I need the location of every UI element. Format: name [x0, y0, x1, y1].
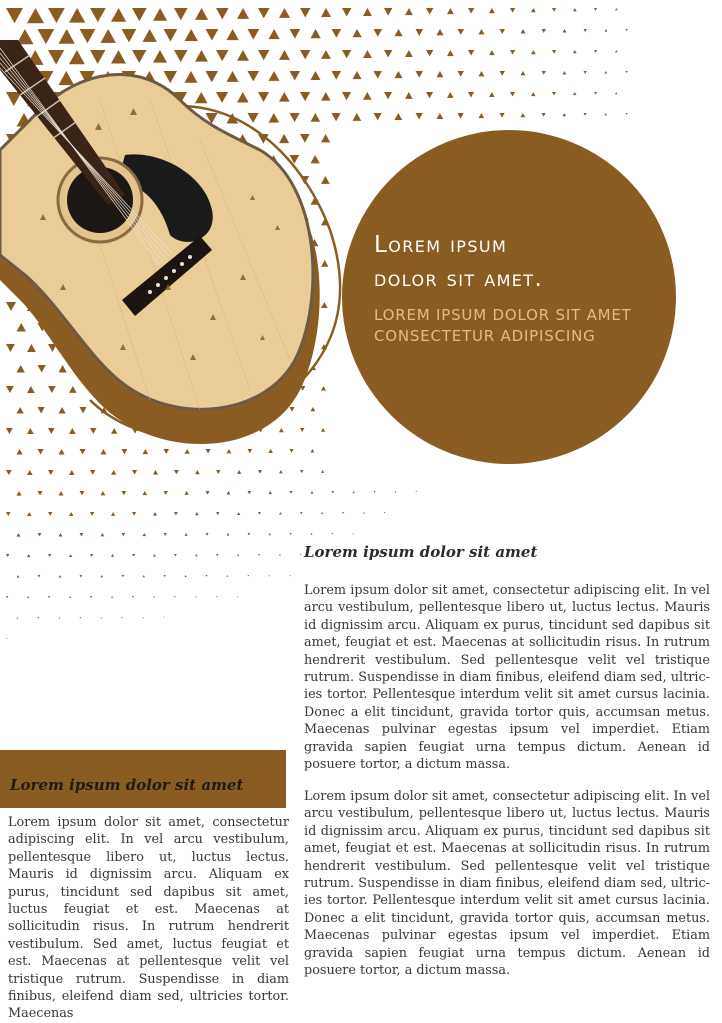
pattern-triangle	[237, 554, 239, 556]
pattern-triangle	[216, 596, 217, 597]
pattern-triangle	[489, 50, 495, 55]
pattern-triangle	[416, 29, 424, 36]
pattern-triangle	[584, 71, 587, 74]
right-column-heading: Lorem ipsum dolor sit amet	[304, 543, 538, 561]
pattern-triangle	[69, 554, 72, 557]
pattern-triangle	[122, 575, 125, 577]
pattern-triangle	[122, 491, 127, 495]
pattern-triangle	[542, 113, 546, 117]
pattern-triangle	[269, 575, 270, 576]
pattern-triangle	[552, 92, 556, 96]
pattern-triangle	[279, 470, 283, 473]
pattern-triangle	[626, 29, 628, 31]
pattern-triangle	[164, 533, 167, 536]
pattern-triangle	[521, 29, 526, 33]
pattern-triangle	[6, 512, 11, 516]
pattern-triangle	[321, 470, 324, 473]
pattern-triangle	[521, 113, 526, 117]
pattern-triangle	[59, 617, 61, 619]
pattern-triangle	[500, 29, 506, 34]
pattern-triangle	[80, 533, 84, 536]
pattern-triangle	[153, 512, 157, 516]
pattern-triangle	[69, 596, 71, 598]
pattern-triangle	[17, 617, 19, 619]
pattern-triangle	[101, 533, 105, 536]
pattern-triangle	[153, 554, 156, 557]
pattern-triangle	[27, 554, 30, 557]
pattern-triangle	[353, 491, 355, 493]
pattern-triangle	[6, 554, 9, 557]
pattern-triangle	[216, 470, 221, 474]
pattern-triangle	[195, 512, 199, 515]
pattern-triangle	[90, 596, 92, 598]
pattern-triangle	[153, 470, 158, 475]
pattern-triangle	[248, 491, 252, 494]
pattern-triangle	[237, 512, 240, 515]
pattern-triangle	[531, 50, 536, 54]
pattern-triangle	[353, 533, 354, 534]
pattern-triangle	[258, 512, 261, 515]
pattern-triangle	[437, 113, 444, 119]
pattern-triangle	[321, 512, 323, 514]
pattern-triangle	[111, 470, 116, 475]
pattern-triangle	[479, 113, 485, 118]
pattern-triangle	[132, 554, 135, 557]
pattern-triangle	[416, 491, 417, 492]
pattern-triangle	[132, 512, 136, 516]
pattern-triangle	[384, 8, 392, 16]
left-column-paragraph: Lorem ipsum dolor sit amet, consectetur adipiscing elit. In vel arcu vestibulum, pellentesque libero ut, luctus lectus. Mauris id dignissim arcu. Aliquam ex purus, tincidunt sed dapibus sit amet, luctus feugiat et est. Maecenas at sollicitudin risus. In rutrum hendrerit vestibulum. Sed amet, luctus feugiat et est. Maecenas at pellentesque velit vel tristique rutrum. Suspendisse in diam finibus, eleifend diam sed, ultricies tortor. Maecenas	[8, 815, 289, 1022]
pattern-triangle	[69, 470, 75, 475]
pattern-triangle	[552, 8, 556, 12]
pattern-triangle	[594, 50, 597, 53]
pattern-triangle	[17, 491, 22, 496]
pattern-triangle	[153, 596, 155, 598]
pattern-triangle	[573, 50, 577, 53]
pattern-triangle	[605, 71, 608, 74]
pattern-triangle	[111, 596, 113, 598]
pattern-triangle	[468, 50, 474, 56]
pattern-triangle	[27, 596, 29, 598]
pattern-triangle	[542, 29, 546, 33]
pattern-triangle	[563, 29, 567, 33]
pattern-triangle	[290, 491, 293, 494]
pattern-triangle	[447, 8, 454, 14]
pattern-triangle	[405, 50, 413, 57]
pattern-triangle	[342, 512, 344, 514]
pattern-triangle	[458, 71, 464, 77]
pattern-triangle	[426, 50, 433, 57]
pattern-triangle	[90, 512, 94, 516]
pattern-triangle	[174, 554, 177, 557]
pattern-triangle	[279, 512, 282, 515]
pattern-triangle	[101, 491, 106, 495]
pattern-triangle	[479, 29, 485, 34]
pattern-triangle	[143, 533, 147, 536]
pattern-triangle	[143, 575, 145, 577]
pattern-triangle	[80, 491, 85, 495]
pattern-triangle	[500, 71, 505, 76]
pattern-triangle	[437, 71, 444, 77]
hero-subtitle: LOREM IPSUM DOLOR SIT AMET CONSECTETUR ADIPISCING	[374, 306, 632, 345]
pattern-triangle	[185, 575, 187, 577]
pattern-triangle	[416, 113, 423, 119]
pattern-triangle	[6, 470, 12, 475]
pattern-triangle	[447, 92, 454, 98]
pattern-triangle	[500, 113, 505, 118]
pattern-triangle	[332, 491, 335, 493]
pattern-triangle	[59, 533, 63, 537]
pattern-triangle	[584, 29, 587, 32]
pattern-triangle	[405, 8, 413, 15]
pattern-triangle	[479, 71, 485, 76]
pattern-triangle	[174, 470, 179, 474]
pattern-triangle	[38, 575, 41, 578]
pattern-triangle	[384, 92, 392, 99]
pattern-triangle	[531, 92, 536, 96]
pattern-triangle	[90, 470, 95, 475]
pattern-triangle	[59, 575, 62, 578]
pattern-triangle	[80, 617, 82, 618]
pattern-triangle	[447, 50, 454, 56]
pattern-triangle	[395, 113, 403, 120]
pattern-triangle	[489, 8, 495, 13]
pattern-triangle	[132, 470, 137, 475]
pattern-triangle	[227, 533, 230, 536]
pattern-triangle	[143, 491, 148, 495]
pattern-triangle	[111, 554, 114, 557]
pattern-triangle	[458, 29, 465, 35]
pattern-triangle	[300, 470, 304, 473]
pattern-triangle	[206, 491, 210, 495]
pattern-triangle	[38, 491, 43, 496]
pattern-triangle	[437, 29, 444, 35]
pattern-triangle	[48, 512, 52, 516]
pattern-triangle	[563, 71, 567, 74]
pattern-triangle	[216, 554, 218, 556]
pattern-triangle	[174, 512, 178, 515]
pattern-triangle	[300, 512, 303, 514]
pattern-triangle	[258, 470, 262, 474]
pattern-triangle	[489, 92, 495, 97]
pattern-triangle	[405, 92, 413, 99]
pattern-triangle	[206, 575, 208, 577]
pattern-triangle	[311, 491, 314, 494]
pattern-triangle	[6, 596, 8, 598]
pattern-triangle	[510, 50, 515, 55]
pattern-triangle	[426, 8, 433, 15]
pattern-triangle	[164, 491, 168, 495]
pattern-triangle	[195, 596, 197, 597]
left-column-heading: Lorem ipsum dolor sit amet	[10, 776, 244, 794]
pattern-triangle	[458, 113, 464, 119]
pattern-triangle	[605, 29, 608, 32]
pattern-triangle	[384, 50, 392, 57]
pattern-triangle	[615, 8, 618, 10]
pattern-triangle	[195, 470, 200, 474]
pattern-triangle	[90, 554, 93, 557]
pattern-triangle	[300, 554, 302, 555]
pattern-triangle	[605, 113, 608, 115]
pattern-triangle	[395, 491, 397, 493]
pattern-triangle	[185, 533, 188, 536]
pattern-triangle	[468, 8, 474, 14]
pattern-triangle	[237, 470, 241, 474]
pattern-triangle	[48, 470, 54, 475]
hero-title: Lorem ipsum dolor sit amet.	[374, 232, 544, 292]
pattern-triangle	[237, 596, 238, 597]
pattern-triangle	[594, 8, 597, 11]
pattern-triangle	[311, 533, 313, 535]
pattern-triangle	[27, 512, 32, 516]
guitar-illustration	[0, 0, 380, 470]
pattern-triangle	[38, 533, 42, 537]
pattern-triangle	[101, 575, 104, 577]
pattern-triangle	[17, 533, 21, 537]
pattern-triangle	[615, 50, 618, 52]
pattern-triangle	[290, 533, 292, 535]
pattern-triangle	[510, 8, 515, 13]
pattern-triangle	[626, 113, 628, 115]
right-column-paragraph-1: Lorem ipsum dolor sit amet, consectetur adipiscing elit. In vel arcu vestibulum, pellentesque libero ut, luctus lectus. Mauris id dignissim arcu. Aliquam ex purus, tincidunt sed dapibus sit amet, feugiat et est. Maecenas at sollicitudin risus. In rutrum hendrerit vestibulum. Sed pellentesque velit vel tristique rutrum. Suspendisse in diam finibus, eleifend diam sed, ultricies tortor. Pellentesque interdum velit sit amet cursus lacinia. Donec a elit tincidunt, gravida tortor quis, accumsan metus. Maecenas pulvinar egestas ipsum vel imperdiet. Etiam gravida sapien feugiat urna tempus dictum. Aenean id posuere tortor, a dictum massa.	[304, 583, 710, 773]
pattern-triangle	[164, 617, 165, 618]
pattern-triangle	[206, 533, 209, 536]
pattern-triangle	[174, 596, 176, 598]
pattern-triangle	[374, 491, 376, 493]
pattern-triangle	[426, 92, 433, 98]
pattern-triangle	[563, 113, 567, 116]
pattern-triangle	[227, 575, 229, 577]
pattern-triangle	[269, 533, 271, 535]
pattern-triangle	[122, 533, 126, 536]
pattern-triangle	[615, 92, 617, 94]
pattern-triangle	[122, 617, 123, 618]
pattern-triangle	[59, 491, 64, 495]
right-column-paragraph-2: Lorem ipsum dolor sit amet, consectetur adipiscing elit. In vel arcu vestibulum, pellentesque libero ut, luctus lectus. Mauris id dignissim arcu. Aliquam ex purus, tincidunt sed dapibus sit amet, feugiat et est. Maecenas at sollicitudin risus. In rutrum hendrerit vestibulum. Sed pellentesque velit vel tristique rutrum. Suspendisse in diam finibus, eleifend diam sed, ultricies tortor. Pellentesque interdum velit sit amet cursus lacinia. Donec a elit tincidunt, gravida tortor quis, accumsan metus. Maecenas pulvinar egestas ipsum vel imperdiet. Etiam gravida sapien feugiat urna tempus dictum. Aenean id posuere tortor, a dictum massa.	[304, 789, 710, 979]
pattern-triangle	[6, 638, 7, 639]
pattern-triangle	[195, 554, 198, 556]
pattern-triangle	[248, 533, 251, 535]
pattern-triangle	[227, 491, 231, 495]
pattern-triangle	[27, 470, 33, 475]
pattern-triangle	[38, 617, 40, 619]
pattern-triangle	[552, 50, 556, 54]
pattern-triangle	[384, 512, 385, 513]
pattern-triangle	[542, 71, 546, 75]
pattern-triangle	[185, 491, 189, 495]
pattern-triangle	[573, 8, 577, 11]
pattern-triangle	[111, 512, 115, 516]
pattern-triangle	[363, 512, 365, 514]
pattern-triangle	[395, 71, 403, 78]
pattern-triangle	[594, 92, 597, 95]
pattern-triangle	[395, 29, 403, 36]
pattern-triangle	[101, 617, 103, 618]
pattern-triangle	[626, 71, 628, 73]
pattern-triangle	[510, 92, 515, 97]
pattern-triangle	[531, 8, 536, 12]
pattern-triangle	[258, 554, 260, 556]
pattern-triangle	[573, 92, 576, 95]
pattern-triangle	[69, 512, 73, 516]
pattern-triangle	[290, 575, 291, 576]
pattern-triangle	[80, 575, 83, 577]
pattern-triangle	[143, 617, 144, 618]
pattern-triangle	[521, 71, 526, 75]
hero-circle	[342, 130, 676, 464]
pattern-triangle	[584, 113, 587, 116]
pattern-triangle	[48, 596, 50, 598]
pattern-triangle	[269, 491, 272, 494]
pattern-triangle	[416, 71, 423, 78]
pattern-triangle	[248, 575, 250, 576]
pattern-triangle	[17, 575, 20, 578]
pattern-triangle	[132, 596, 134, 598]
pattern-triangle	[164, 575, 166, 577]
pattern-triangle	[216, 512, 219, 515]
pattern-triangle	[468, 92, 474, 97]
pattern-triangle	[48, 554, 51, 557]
pattern-triangle	[332, 533, 334, 535]
pattern-triangle	[279, 554, 281, 556]
